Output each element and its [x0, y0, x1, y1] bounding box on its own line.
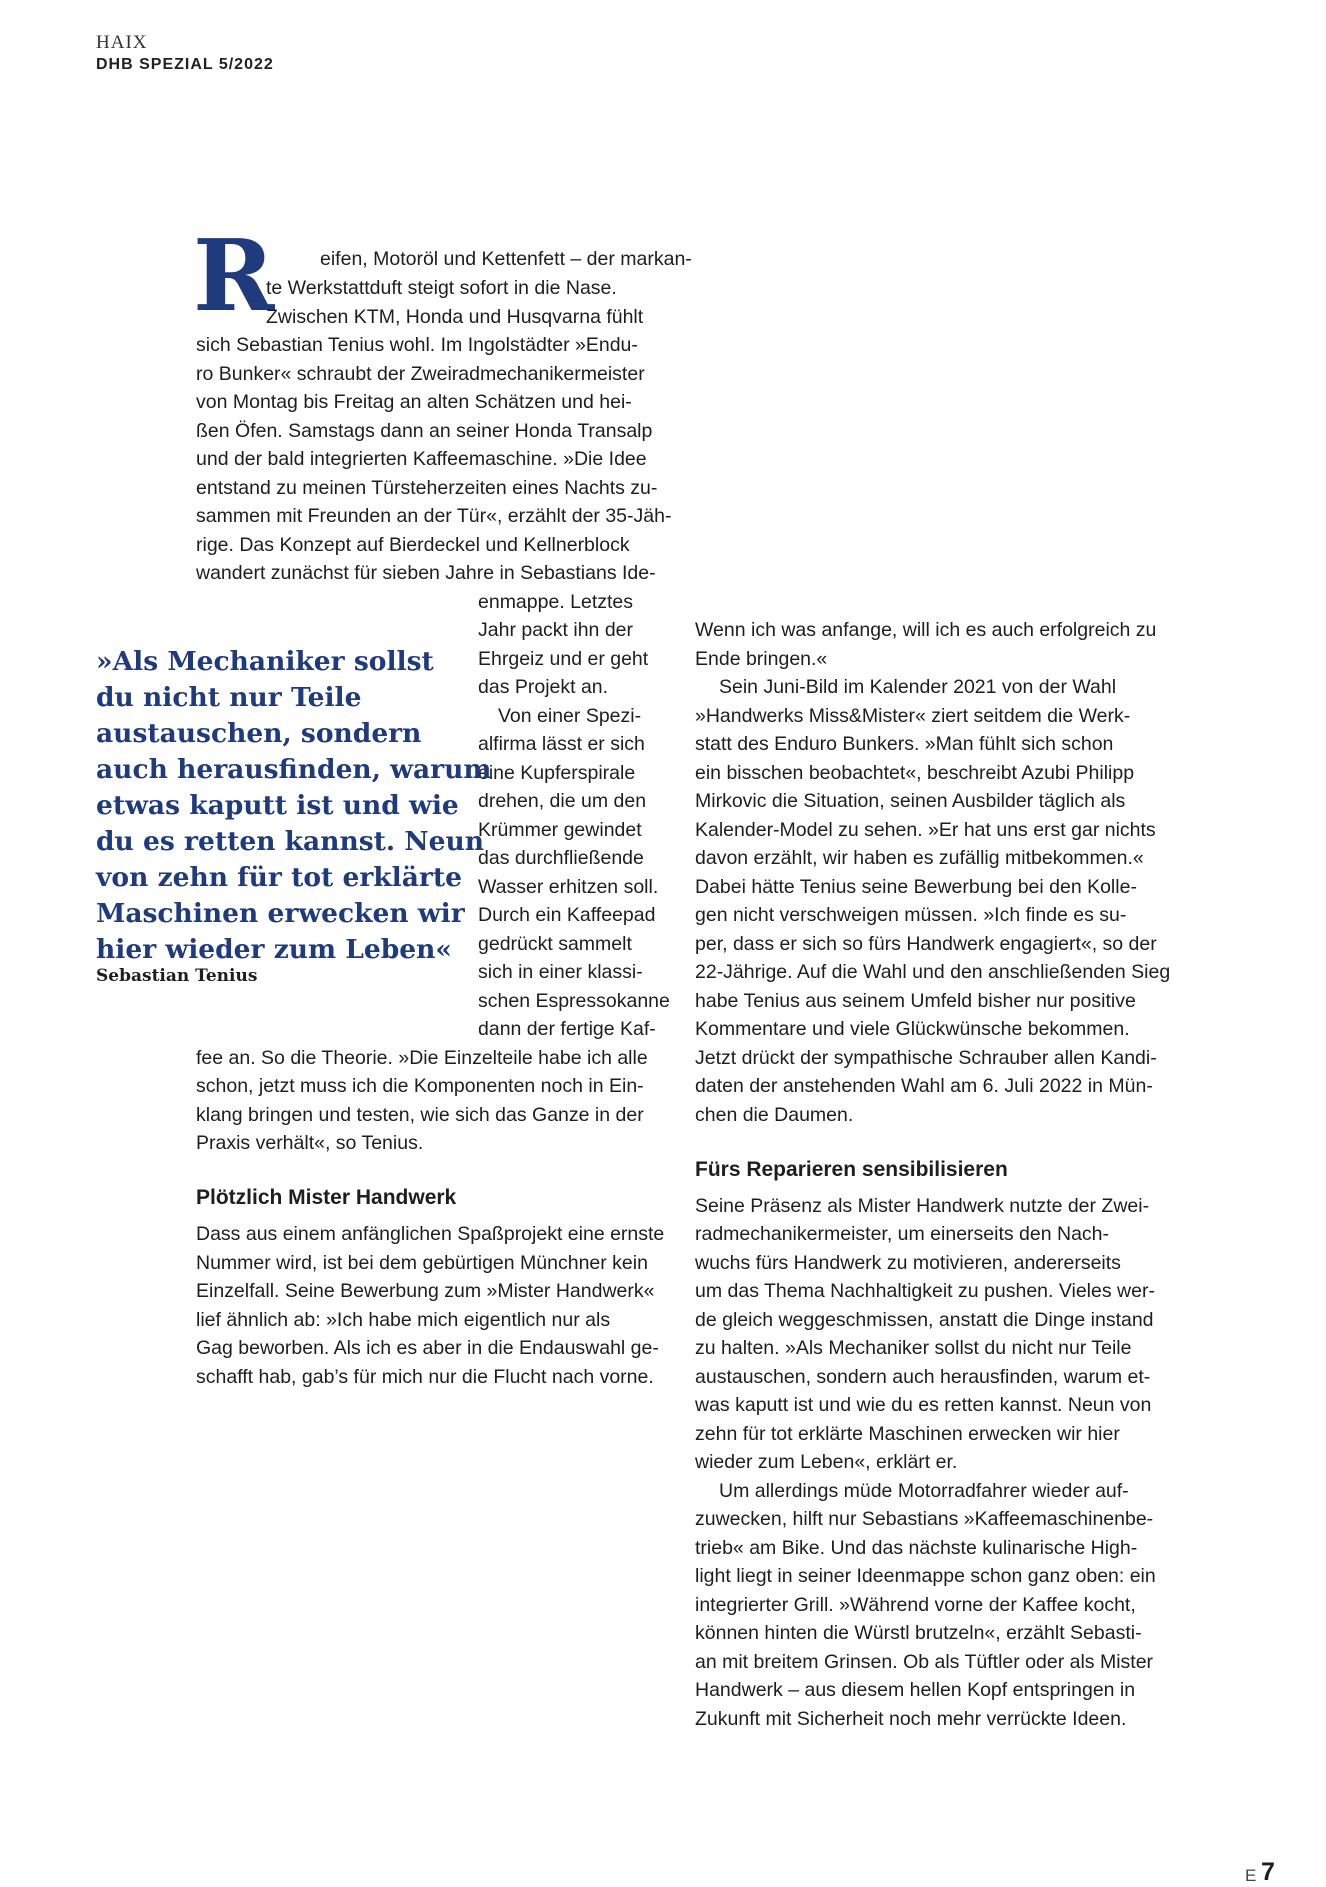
body-line: was kaputt ist und wie du es retten kannst. Neun von [695, 1394, 1152, 1416]
body-line: Handwerk – aus diesem hellen Kopf entspringen in [695, 1679, 1136, 1701]
body-line: Zwischen KTM, Honda und Husqvarna fühlt [266, 306, 644, 328]
pull-quote-author: Sebastian Tenius [96, 966, 258, 986]
body-line: eine Kupferspirale [478, 762, 636, 784]
body-line: Durch ein Kaffeepad [478, 904, 656, 926]
body-line: sich in einer klassi- [478, 961, 643, 983]
body-line: Wasser erhitzen soll. [478, 876, 659, 898]
body-line: statt des Enduro Bunkers. »Man fühlt sich schon [695, 733, 1114, 755]
body-line: und der bald integrierten Kaffeemaschine. »Die Idee [196, 448, 647, 470]
body-line: sich Sebastian Tenius wohl. Im Ingolstädter »Endu- [196, 334, 638, 356]
page-number: 7 [1261, 1858, 1275, 1886]
body-line: fee an. So die Theorie. »Die Einzelteile habe ich alle [196, 1047, 648, 1069]
body-line: ein bisschen beobachtet«, beschreibt Azubi Philipp [695, 762, 1135, 784]
pull-quote-line: etwas kaputt ist und wie [96, 790, 459, 821]
body-line: wieder zum Leben«, erklärt er. [695, 1451, 958, 1473]
body-line: austauschen, sondern auch herausfinden, warum et- [695, 1366, 1151, 1388]
body-line: Gag beworben. Als ich es aber in die Endauswahl ge- [196, 1337, 659, 1359]
body-line: enmappe. Letztes [478, 591, 634, 613]
issue-label: DHB SPEZIAL 5/2022 [96, 56, 274, 73]
body-line: integrierter Grill. »Während vorne der Kaffee kocht, [695, 1594, 1136, 1616]
body-line: habe Tenius aus seinem Umfeld bisher nur positive [695, 990, 1136, 1012]
body-line: schen Espressokanne [478, 990, 670, 1012]
pull-quote-line: hier wieder zum Leben« [96, 934, 452, 965]
body-line: um das Thema Nachhaltigkeit zu pushen. Vieles wer- [695, 1280, 1155, 1302]
section-heading: Plötzlich Mister Handwerk [196, 1186, 457, 1209]
body-line: de gleich weggeschmissen, anstatt die Dinge instand [695, 1309, 1154, 1331]
body-line: trieb« am Bike. Und das nächste kulinarische High- [695, 1537, 1138, 1559]
pull-quote-line: du nicht nur Teile [96, 682, 362, 713]
body-line: Seine Präsenz als Mister Handwerk nutzte der Zwei- [695, 1195, 1150, 1217]
body-line: schafft hab, gab’s für mich nur die Flucht nach vorne. [196, 1366, 654, 1388]
body-line: »Handwerks Miss&Mister« ziert seitdem die Werk- [695, 705, 1131, 727]
body-line: rige. Das Konzept auf Bierdeckel und Kellnerblock [196, 534, 630, 556]
body-line: können hinten die Würstl brutzeln«, erzählt Sebasti- [695, 1622, 1142, 1644]
pull-quote-line: du es retten kannst. Neun [96, 826, 484, 857]
pull-quote-line: Maschinen erwecken wir [96, 898, 465, 929]
body-line: wandert zunächst für sieben Jahre in Sebastians Ide- [196, 562, 656, 584]
body-line: zehn für tot erklärte Maschinen erwecken wir hier [695, 1423, 1120, 1445]
body-line: Dabei hätte Tenius seine Bewerbung bei den Kolle- [695, 876, 1137, 898]
body-line: per, dass er sich so fürs Handwerk engagiert«, so der [695, 933, 1157, 955]
body-line: entstand zu meinen Türsteherzeiten eines Nachts zu- [196, 477, 658, 499]
body-line: Jetzt drückt der sympathische Schrauber allen Kandi- [695, 1047, 1157, 1069]
body-line: te Werkstattduft steigt sofort in die Nase. [266, 277, 617, 299]
body-line: wuchs fürs Handwerk zu motivieren, andererseits [695, 1252, 1121, 1274]
body-line: Kalender-Model zu sehen. »Er hat uns erst gar nichts [695, 819, 1156, 841]
section-heading: Fürs Reparieren sensibilisieren [695, 1158, 1008, 1181]
body-line: klang bringen und testen, wie sich das Ganze in der [196, 1104, 644, 1126]
body-line: von Montag bis Freitag an alten Schätzen und hei- [196, 391, 632, 413]
body-line: lief ähnlich ab: »Ich habe mich eigentlich nur als [196, 1309, 611, 1331]
body-line: Jahr packt ihn der [478, 619, 634, 641]
body-line: Mirkovic die Situation, seinen Ausbilder täglich als [695, 790, 1126, 812]
body-line: Einzelfall. Seine Bewerbung zum »Mister Handwerk« [196, 1280, 655, 1302]
body-line: Ende bringen.« [695, 648, 828, 670]
body-line: das durchfließende [478, 847, 644, 869]
body-line: davon erzählt, wir haben es zufällig mitbekommen.« [695, 847, 1144, 869]
body-line: Nummer wird, ist bei dem gebürtigen Münchner kein [196, 1252, 648, 1274]
body-line: Krümmer gewindet [478, 819, 642, 841]
body-line: radmechanikermeister, um einerseits den Nach- [695, 1223, 1110, 1245]
body-line: zu halten. »Als Mechaniker sollst du nicht nur Teile [695, 1337, 1132, 1359]
body-line: Wenn ich was anfange, will ich es auch erfolgreich zu [695, 619, 1157, 641]
body-line: light liegt in seiner Ideenmappe schon ganz oben: ein [695, 1565, 1156, 1587]
body-line: Ehrgeiz und er geht [478, 648, 649, 670]
body-line: gedrückt sammelt [478, 933, 632, 955]
body-line: zuwecken, hilft nur Sebastians »Kaffeemaschinenbe- [695, 1508, 1154, 1530]
body-line: ßen Öfen. Samstags dann an seiner Honda Transalp [196, 420, 653, 442]
page-section-letter: E [1245, 1866, 1257, 1885]
body-line: an mit breitem Grinsen. Ob als Tüftler oder als Mister [695, 1651, 1154, 1673]
body-line: das Projekt an. [478, 676, 609, 698]
body-line: drehen, die um den [478, 790, 647, 812]
body-line: Praxis verhält«, so Tenius. [196, 1132, 424, 1154]
body-line: Von einer Spezi- [498, 705, 642, 727]
body-line: daten der anstehenden Wahl am 6. Juli 2022 in Mün- [695, 1075, 1153, 1097]
pull-quote-line: austauschen, sondern [96, 718, 422, 749]
pull-quote-line: von zehn für tot erklärte [96, 862, 462, 893]
body-line: Zukunft mit Sicherheit noch mehr verrückte Ideen. [695, 1708, 1127, 1730]
magazine-brand: HAIX [96, 32, 148, 53]
body-line: Sein Juni-Bild im Kalender 2021 von der Wahl [719, 676, 1117, 698]
body-line: Kommentare und viele Glückwünsche bekommen. [695, 1018, 1130, 1040]
body-line: eifen, Motoröl und Kettenfett – der markan- [320, 248, 692, 270]
body-line: sammen mit Freunden an der Tür«, erzählt der 35-Jäh- [196, 505, 672, 527]
body-line: ro Bunker« schraubt der Zweiradmechanikermeister [196, 363, 645, 385]
body-line: gen nicht verschweigen müssen. »Ich finde es su- [695, 904, 1127, 926]
body-line: Dass aus einem anfänglichen Spaßprojekt eine ernste [196, 1223, 665, 1245]
body-line: 22-Jährige. Auf die Wahl und den anschließenden Sieg [695, 961, 1171, 983]
body-line: dann der fertige Kaf- [478, 1018, 656, 1040]
body-line: schon, jetzt muss ich die Komponenten noch in Ein- [196, 1075, 644, 1097]
body-line: chen die Daumen. [695, 1104, 854, 1126]
body-line: alfirma lässt er sich [478, 733, 645, 755]
pull-quote-line: »Als Mechaniker sollst [96, 646, 434, 677]
body-line: Um allerdings müde Motorradfahrer wieder auf- [719, 1480, 1129, 1502]
drop-cap: R [193, 219, 275, 334]
pull-quote-line: auch herausfinden, warum [96, 754, 492, 785]
